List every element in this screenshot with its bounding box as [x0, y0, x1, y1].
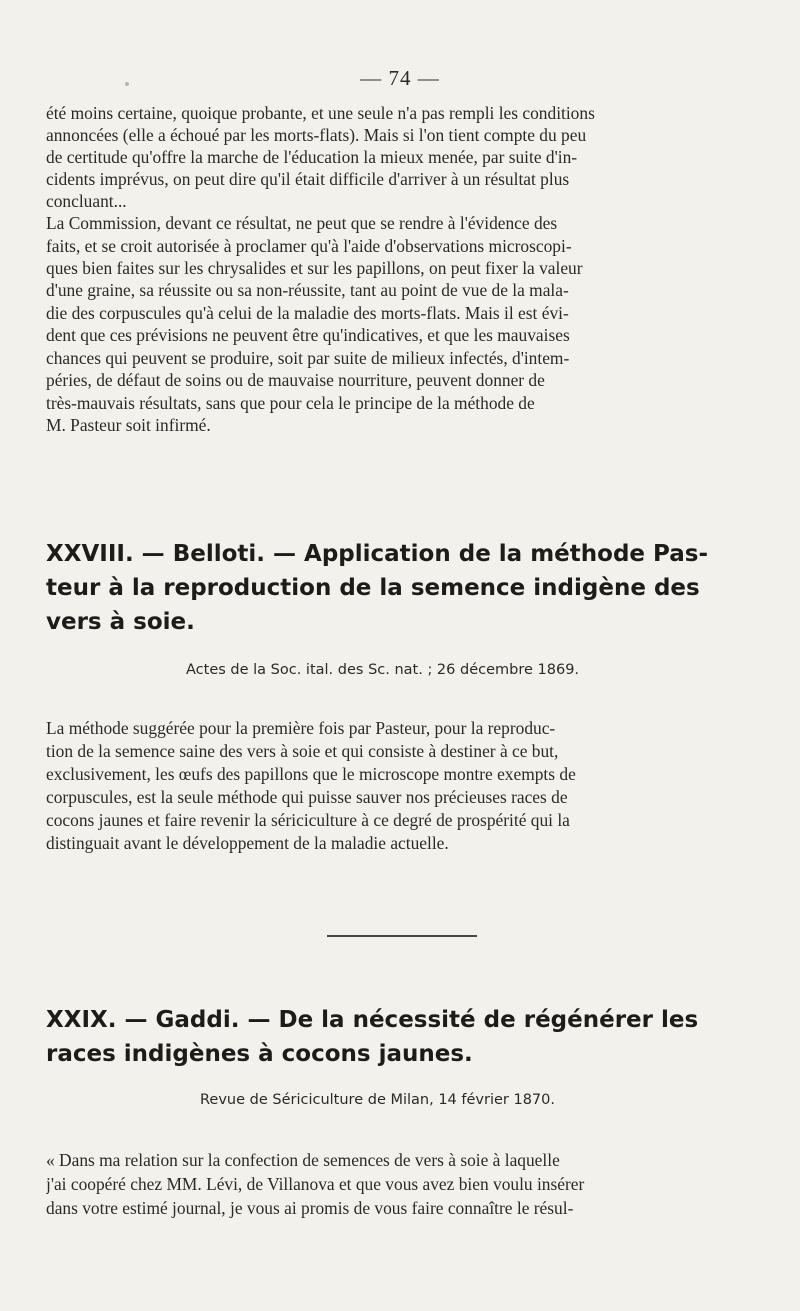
- paragraph-1-line: de certitude qu'offre la marche de l'éducation la mieux menée, par suite d'in-: [46, 147, 578, 167]
- section-separator-rule: [327, 935, 477, 937]
- page-number: — 74 —: [360, 66, 440, 90]
- section-29-body-line: dans votre estimé journal, je vous ai promis de vous faire connaître le résul-: [46, 1198, 574, 1218]
- paragraph-2-line: très-mauvais résultats, sans que pour cela le principe de la méthode de: [46, 393, 535, 413]
- section-28-body-line: exclusivement, les œufs des papillons que le microscope montre exempts de: [46, 764, 576, 784]
- paragraph-1-line: été moins certaine, quoique probante, et une seule n'a pas rempli les conditions: [46, 103, 595, 123]
- section-28-body-line: tion de la semence saine des vers à soie et qui consiste à destiner à ce but,: [46, 741, 559, 761]
- paragraph-2-line: d'une graine, sa réussite ou sa non-réussite, tant au point de vue de la mala-: [46, 280, 569, 300]
- paragraph-2-line: faits, et se croit autorisée à proclamer qu'à l'aide d'observations microscopi-: [46, 236, 572, 256]
- section-29-body-line: « Dans ma relation sur la confection de semences de vers à soie à laquelle: [46, 1150, 560, 1170]
- section-28-heading-line: vers à soie.: [46, 609, 195, 635]
- section-28-source: Actes de la Soc. ital. des Sc. nat. ; 26 décembre 1869.: [186, 662, 580, 678]
- section-28-heading-line: teur à la reproduction de la semence indigène des: [46, 575, 700, 601]
- paragraph-1-line: cidents imprévus, on peut dire qu'il était difficile d'arriver à un résultat plus: [46, 169, 570, 189]
- paragraph-2-line: ques bien faites sur les chrysalides et sur les papillons, on peut fixer la valeur: [46, 258, 583, 278]
- section-29-heading-line: races indigènes à cocons jaunes.: [46, 1041, 473, 1067]
- paragraph-1-line: annoncées (elle a échoué par les morts-flats). Mais si l'on tient compte du peu: [46, 125, 587, 145]
- section-28-body-line: La méthode suggérée pour la première fois par Pasteur, pour la reproduc-: [46, 718, 556, 738]
- section-29-heading-line: XXIX. — Gaddi. — De la nécessité de régénérer les: [46, 1007, 699, 1033]
- section-28-body-line: distinguait avant le développement de la maladie actuelle.: [46, 833, 449, 853]
- section-28-body-line: cocons jaunes et faire revenir la sériciculture à ce degré de prospérité qui la: [46, 810, 570, 830]
- paragraph-2-line: péries, de défaut de soins ou de mauvaise nourriture, peuvent donner de: [46, 370, 545, 390]
- paragraph-1-line: concluant...: [46, 191, 127, 211]
- paragraph-2-line: La Commission, devant ce résultat, ne peut que se rendre à l'évidence des: [46, 213, 558, 233]
- section-28-heading-line: XXVIII. — Belloti. — Application de la méthode Pas-: [46, 541, 709, 567]
- paragraph-2-line: die des corpuscules qu'à celui de la maladie des morts-flats. Mais il est évi-: [46, 303, 569, 323]
- section-29-source: Revue de Sériciculture de Milan, 14 février 1870.: [200, 1092, 555, 1108]
- section-28-body-line: corpuscules, est la seule méthode qui puisse sauver nos précieuses races de: [46, 787, 568, 807]
- paragraph-2-line: chances qui peuvent se produire, soit par suite de milieux infectés, d'intem-: [46, 348, 570, 368]
- paragraph-2-line: M. Pasteur soit infirmé.: [46, 415, 211, 435]
- paragraph-2-line: dent que ces prévisions ne peuvent être qu'indicatives, et que les mauvaises: [46, 325, 570, 345]
- section-29-body-line: j'ai coopéré chez MM. Lévi, de Villanova et que vous avez bien voulu insérer: [46, 1174, 585, 1194]
